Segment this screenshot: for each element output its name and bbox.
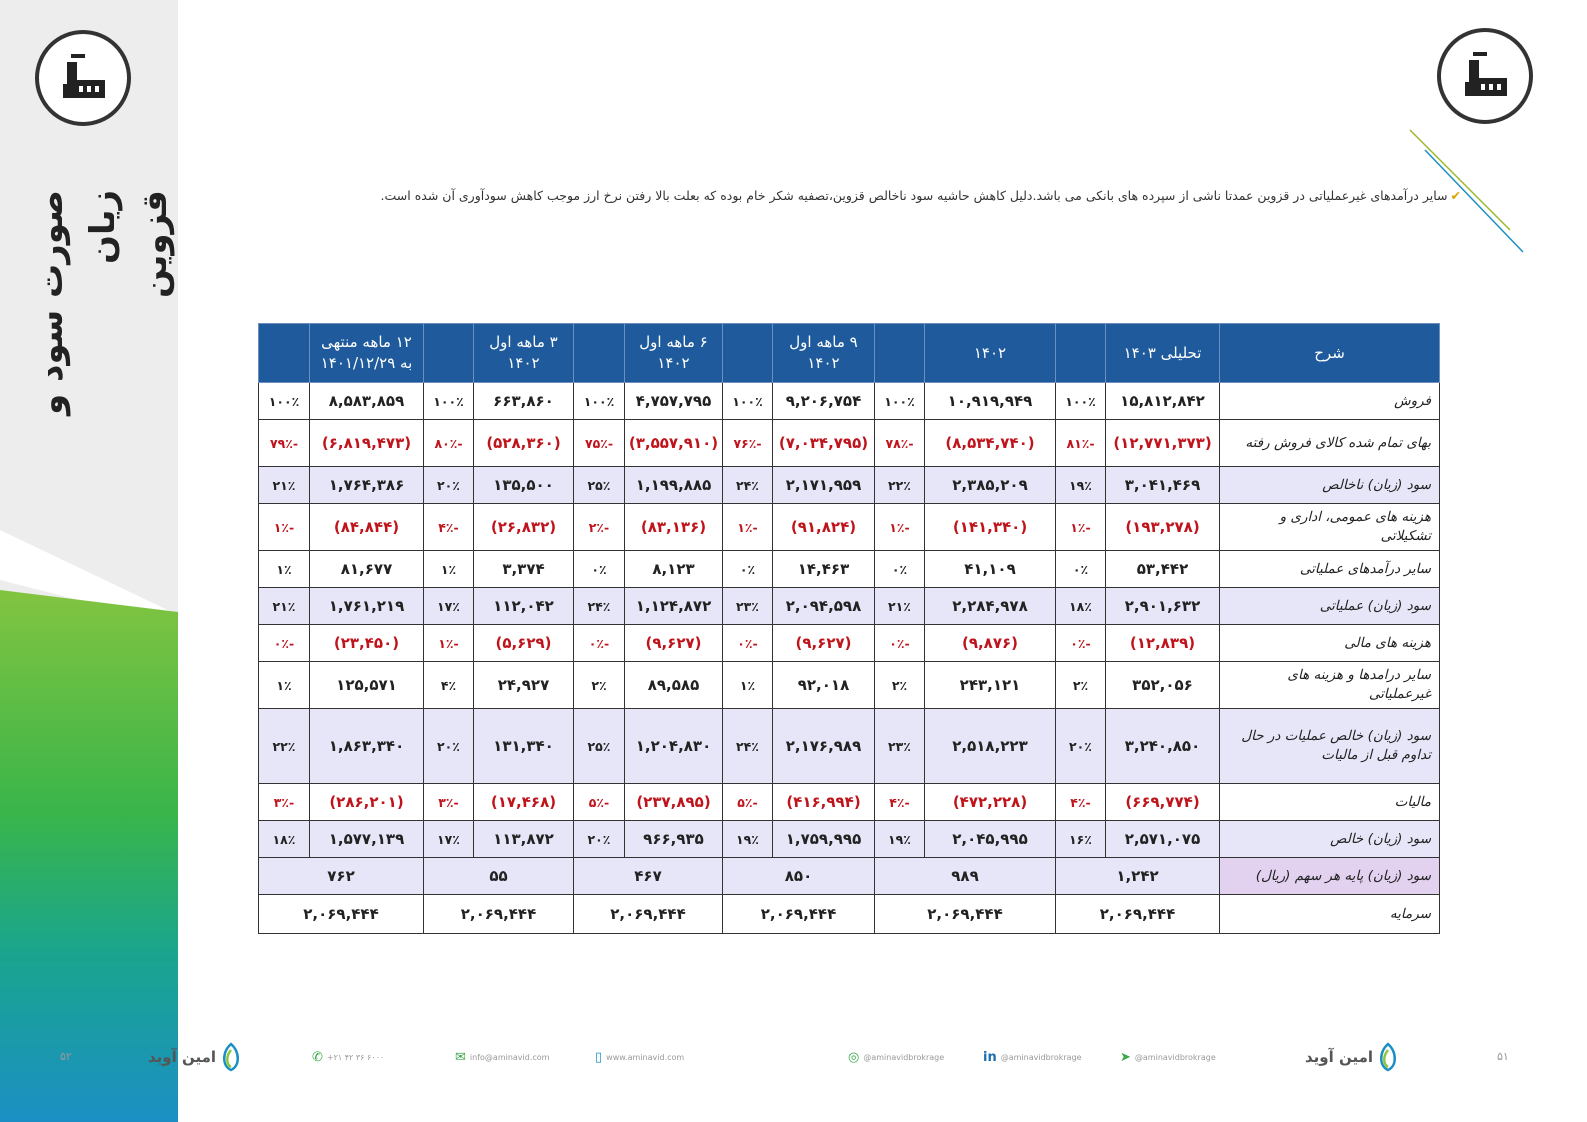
page-number-right: ۵۱ bbox=[1497, 1050, 1509, 1063]
table-row bbox=[259, 784, 1440, 821]
value-cell: (۵۲۸,۳۶۰) bbox=[474, 420, 574, 467]
table-row bbox=[259, 420, 1440, 467]
factory-logo-left bbox=[35, 30, 131, 126]
value-cell: (۴۱۶,۹۹۴) bbox=[773, 784, 875, 821]
value-cell: ۳,۲۴۰,۸۵۰ bbox=[1106, 709, 1220, 784]
brand-name: امین آوید bbox=[148, 1048, 217, 1066]
percent-cell: ۲٪ bbox=[1056, 662, 1106, 709]
value-cell: ۲,۰۹۴,۵۹۸ bbox=[773, 588, 875, 625]
percent-cell: ۱۰۰٪ bbox=[424, 383, 474, 420]
telegram-icon: ➤ bbox=[1120, 1050, 1131, 1065]
value-cell: ۲,۹۰۱,۶۳۲ bbox=[1106, 588, 1220, 625]
web-text: www.aminavid.com bbox=[606, 1053, 685, 1062]
instagram-icon: ◎ bbox=[848, 1050, 860, 1065]
percent-cell: -۴٪ bbox=[424, 504, 474, 551]
percent-cell: ۱٪ bbox=[259, 551, 310, 588]
percent-cell: -۰٪ bbox=[574, 625, 625, 662]
table-row bbox=[259, 625, 1440, 662]
value-cell: (۷,۰۳۴,۷۹۵) bbox=[773, 420, 875, 467]
footer-linkedin[interactable] bbox=[983, 1050, 1082, 1065]
value-cell: ۱,۸۶۳,۳۴۰ bbox=[310, 709, 424, 784]
table-row bbox=[259, 662, 1440, 709]
value-cell: ۴۱,۱۰۹ bbox=[925, 551, 1056, 588]
footer-phone[interactable] bbox=[312, 1050, 384, 1065]
value-cell: ۶۶۳,۸۶۰ bbox=[474, 383, 574, 420]
row-label: مالیات bbox=[1220, 784, 1440, 821]
mouse-icon: ▯ bbox=[595, 1050, 603, 1065]
percent-cell: -۴٪ bbox=[875, 784, 925, 821]
percent-cell: ۲٪ bbox=[574, 662, 625, 709]
value-cell: ۱۱۲,۰۴۲ bbox=[474, 588, 574, 625]
value-cell: ۱۴,۴۶۳ bbox=[773, 551, 875, 588]
percent-cell: ۱۷٪ bbox=[424, 821, 474, 858]
percent-cell: ۱۷٪ bbox=[424, 588, 474, 625]
brand-icon bbox=[220, 1042, 242, 1072]
percent-cell: ۱۰۰٪ bbox=[723, 383, 773, 420]
value-cell: ۲,۰۴۵,۹۹۵ bbox=[925, 821, 1056, 858]
eps-value-cell: ۱,۲۴۲ bbox=[1056, 858, 1220, 895]
value-cell: ۲,۵۷۱,۰۷۵ bbox=[1106, 821, 1220, 858]
value-cell: ۱,۷۶۱,۲۱۹ bbox=[310, 588, 424, 625]
percent-cell: ۲۴٪ bbox=[723, 467, 773, 504]
value-cell: ۴,۷۵۷,۷۹۵ bbox=[625, 383, 723, 420]
percent-cell: ۱۹٪ bbox=[723, 821, 773, 858]
eps-value-cell: ۵۵ bbox=[424, 858, 574, 895]
value-cell: ۱۱۳,۸۷۲ bbox=[474, 821, 574, 858]
instagram-text: @aminavidbrokrage bbox=[863, 1053, 945, 1062]
value-cell: ۹۶۶,۹۳۵ bbox=[625, 821, 723, 858]
note-text: سایر درآمدهای غیرعملیاتی در قزوین عمدتا ناشی از سپرده های بانکی می باشد.دلیل کاهش حاشیه سود ناخالص قزوین،تصفیه شکر خام بوده که بعلت بالا رفتن نرخ ارز موجب کاهش سودآوری آن شده است. bbox=[380, 188, 1448, 203]
header-col: ۹ ماهه اول ۱۴۰۲ bbox=[773, 324, 875, 383]
percent-cell: ۱۶٪ bbox=[1056, 821, 1106, 858]
percent-cell: ۱۹٪ bbox=[1056, 467, 1106, 504]
percent-cell: ۲۰٪ bbox=[424, 467, 474, 504]
footer-email[interactable] bbox=[455, 1050, 549, 1065]
value-cell: ۸,۱۲۳ bbox=[625, 551, 723, 588]
percent-cell: ۱۹٪ bbox=[875, 821, 925, 858]
value-cell: ۹,۲۰۶,۷۵۴ bbox=[773, 383, 875, 420]
eps-value-cell: ۸۵۰ bbox=[723, 858, 875, 895]
percent-cell: ۰٪ bbox=[723, 551, 773, 588]
factory-logo-right bbox=[1437, 28, 1533, 124]
capital-value-cell: ۲,۰۶۹,۴۴۴ bbox=[424, 895, 574, 934]
percent-cell: -۰٪ bbox=[1056, 625, 1106, 662]
telegram-text: @aminavidbrokrage bbox=[1134, 1053, 1216, 1062]
percent-cell: ۲۴٪ bbox=[574, 588, 625, 625]
percent-cell: -۸۰٪ bbox=[424, 420, 474, 467]
percent-cell: ۲۲٪ bbox=[875, 467, 925, 504]
capital-value-cell: ۲,۰۶۹,۴۴۴ bbox=[574, 895, 723, 934]
percent-cell: ۱۸٪ bbox=[1056, 588, 1106, 625]
percent-cell: ۲۴٪ bbox=[723, 709, 773, 784]
phone-text: +۲۱ ۴۲ ۳۶ ۶۰۰۰ bbox=[326, 1053, 385, 1062]
percent-cell: ۲۰٪ bbox=[424, 709, 474, 784]
percent-cell: -۳٪ bbox=[424, 784, 474, 821]
phone-icon: ✆ bbox=[312, 1050, 323, 1065]
value-cell: (۲۳,۴۵۰) bbox=[310, 625, 424, 662]
percent-cell: ۲۱٪ bbox=[259, 588, 310, 625]
value-cell: (۶,۸۱۹,۴۷۳) bbox=[310, 420, 424, 467]
value-cell: (۱۷,۴۶۸) bbox=[474, 784, 574, 821]
email-text: info@aminavid.com bbox=[469, 1053, 550, 1062]
footer-telegram[interactable] bbox=[1120, 1050, 1216, 1065]
row-label: سود (زیان) خالص bbox=[1220, 821, 1440, 858]
value-cell: (۹,۸۷۶) bbox=[925, 625, 1056, 662]
value-cell: (۲۳۷,۸۹۵) bbox=[625, 784, 723, 821]
value-cell: (۹,۶۲۷) bbox=[773, 625, 875, 662]
header-description: شرح bbox=[1220, 324, 1440, 383]
value-cell: ۲۴,۹۲۷ bbox=[474, 662, 574, 709]
factory-icon bbox=[53, 48, 113, 108]
percent-cell: ۱٪ bbox=[259, 662, 310, 709]
value-cell: ۲,۳۸۵,۲۰۹ bbox=[925, 467, 1056, 504]
percent-cell: ۰٪ bbox=[875, 551, 925, 588]
percent-cell: ۱۰۰٪ bbox=[259, 383, 310, 420]
brand-logo-right bbox=[1305, 1042, 1399, 1072]
value-cell: ۱۰,۹۱۹,۹۴۹ bbox=[925, 383, 1056, 420]
value-cell: (۸,۵۳۴,۷۴۰) bbox=[925, 420, 1056, 467]
percent-cell: ۲۵٪ bbox=[574, 467, 625, 504]
value-cell: ۱۳۱,۳۴۰ bbox=[474, 709, 574, 784]
percent-cell: ۱٪ bbox=[424, 551, 474, 588]
footer-instagram[interactable] bbox=[848, 1050, 944, 1065]
percent-cell: ۲۳٪ bbox=[875, 709, 925, 784]
side-title-line2: قزوین bbox=[135, 190, 175, 298]
percent-cell: ۲۱٪ bbox=[259, 467, 310, 504]
table-row bbox=[259, 821, 1440, 858]
value-cell: ۳۵۲,۰۵۶ bbox=[1106, 662, 1220, 709]
percent-cell: -۸۱٪ bbox=[1056, 420, 1106, 467]
table-header-row bbox=[259, 324, 1440, 383]
value-cell: (۱۴۱,۳۴۰) bbox=[925, 504, 1056, 551]
value-cell: (۸۳,۱۳۶) bbox=[625, 504, 723, 551]
value-cell: ۱,۷۵۹,۹۹۵ bbox=[773, 821, 875, 858]
brand-icon bbox=[1377, 1042, 1399, 1072]
row-label: سایر درآمدهای عملیاتی bbox=[1220, 551, 1440, 588]
value-cell: ۲,۲۸۴,۹۷۸ bbox=[925, 588, 1056, 625]
row-label: سایر درامدها و هزینه های غیرعملیاتی bbox=[1220, 662, 1440, 709]
row-label: بهای تمام شده کالای فروش رفته bbox=[1220, 420, 1440, 467]
header-col: ۱۴۰۲ bbox=[925, 324, 1056, 383]
row-label: سرمایه bbox=[1220, 895, 1440, 934]
percent-cell: -۴٪ bbox=[1056, 784, 1106, 821]
brand-name: امین آوید bbox=[1305, 1048, 1374, 1066]
value-cell: ۱,۱۹۹,۸۸۵ bbox=[625, 467, 723, 504]
percent-cell: ۱۸٪ bbox=[259, 821, 310, 858]
table-row bbox=[259, 709, 1440, 784]
row-label: سود (زیان) ناخالص bbox=[1220, 467, 1440, 504]
percent-cell: ۲۰٪ bbox=[574, 821, 625, 858]
row-label: هزینه های عمومی، اداری و تشکیلاتی bbox=[1220, 504, 1440, 551]
left-side-panel bbox=[0, 0, 178, 1122]
header-col: ۱۲ ماهه منتهی به ۱۴۰۱/۱۲/۲۹ bbox=[310, 324, 424, 383]
percent-cell: ۴٪ bbox=[424, 662, 474, 709]
value-cell: ۵۳,۴۴۲ bbox=[1106, 551, 1220, 588]
analysis-note bbox=[236, 188, 1461, 203]
value-cell: ۱,۲۰۴,۸۳۰ bbox=[625, 709, 723, 784]
footer-web[interactable] bbox=[595, 1050, 684, 1065]
value-cell: ۸,۵۸۳,۸۵۹ bbox=[310, 383, 424, 420]
header-col: ۶ ماهه اول ۱۴۰۲ bbox=[625, 324, 723, 383]
value-cell: ۲,۱۷۶,۹۸۹ bbox=[773, 709, 875, 784]
capital-row bbox=[259, 895, 1440, 934]
eps-value-cell: ۹۸۹ bbox=[875, 858, 1056, 895]
value-cell: ۳,۳۷۴ bbox=[474, 551, 574, 588]
percent-cell: -۷۸٪ bbox=[875, 420, 925, 467]
percent-cell: ۱۰۰٪ bbox=[875, 383, 925, 420]
value-cell: ۸۱,۶۷۷ bbox=[310, 551, 424, 588]
linkedin-text: @aminavidbrokrage bbox=[1000, 1053, 1082, 1062]
value-cell: (۴۷۲,۲۲۸) bbox=[925, 784, 1056, 821]
table-row bbox=[259, 504, 1440, 551]
percent-cell: -۱٪ bbox=[723, 504, 773, 551]
capital-value-cell: ۲,۰۶۹,۴۴۴ bbox=[259, 895, 424, 934]
brand-logo-left bbox=[148, 1042, 242, 1072]
percent-cell: ۲٪ bbox=[875, 662, 925, 709]
percent-cell: -۵٪ bbox=[574, 784, 625, 821]
percent-cell: ۱۰۰٪ bbox=[1056, 383, 1106, 420]
row-label: سود (زیان) پایه هر سهم (ریال) bbox=[1220, 858, 1440, 895]
value-cell: ۲۴۳,۱۲۱ bbox=[925, 662, 1056, 709]
value-cell: ۱۳۵,۵۰۰ bbox=[474, 467, 574, 504]
value-cell: (۱۹۳,۲۷۸) bbox=[1106, 504, 1220, 551]
percent-cell: -۱٪ bbox=[424, 625, 474, 662]
value-cell: ۱,۵۷۷,۱۳۹ bbox=[310, 821, 424, 858]
value-cell: ۹۲,۰۱۸ bbox=[773, 662, 875, 709]
row-label: فروش bbox=[1220, 383, 1440, 420]
email-icon: ✉ bbox=[455, 1050, 466, 1065]
value-cell: (۸۴,۸۴۴) bbox=[310, 504, 424, 551]
percent-cell: -۷۵٪ bbox=[574, 420, 625, 467]
capital-value-cell: ۲,۰۶۹,۴۴۴ bbox=[875, 895, 1056, 934]
side-title-line1: صورت سود و زیان bbox=[31, 190, 123, 415]
eps-value-cell: ۴۶۷ bbox=[574, 858, 723, 895]
table-row bbox=[259, 551, 1440, 588]
percent-cell: ۰٪ bbox=[1056, 551, 1106, 588]
page-number-left: ۵۲ bbox=[60, 1050, 72, 1063]
value-cell: (۱۲,۸۳۹) bbox=[1106, 625, 1220, 662]
panel-gradient bbox=[0, 560, 178, 1122]
percent-cell: ۲۵٪ bbox=[574, 709, 625, 784]
row-label: سود (زیان) خالص عملیات در حال تداوم قبل از مالیات bbox=[1220, 709, 1440, 784]
percent-cell: -۰٪ bbox=[723, 625, 773, 662]
eps-row bbox=[259, 858, 1440, 895]
value-cell: (۲۶,۸۳۲) bbox=[474, 504, 574, 551]
capital-value-cell: ۲,۰۶۹,۴۴۴ bbox=[723, 895, 875, 934]
percent-cell: -۰٪ bbox=[259, 625, 310, 662]
factory-icon bbox=[1455, 46, 1515, 106]
value-cell: (۹,۶۲۷) bbox=[625, 625, 723, 662]
percent-cell: ۲۰٪ bbox=[1056, 709, 1106, 784]
side-title bbox=[25, 190, 175, 490]
value-cell: (۱۲,۷۷۱,۳۷۳) bbox=[1106, 420, 1220, 467]
percent-cell: -۱٪ bbox=[1056, 504, 1106, 551]
income-statement-table bbox=[258, 323, 1440, 934]
value-cell: ۱۲۵,۵۷۱ bbox=[310, 662, 424, 709]
table-row bbox=[259, 588, 1440, 625]
value-cell: (۶۶۹,۷۷۴) bbox=[1106, 784, 1220, 821]
table-row bbox=[259, 383, 1440, 420]
value-cell: (۹۱,۸۲۴) bbox=[773, 504, 875, 551]
value-cell: (۲۸۶,۲۰۱) bbox=[310, 784, 424, 821]
table-row bbox=[259, 467, 1440, 504]
value-cell: ۱,۱۲۴,۸۷۲ bbox=[625, 588, 723, 625]
linkedin-icon: in bbox=[983, 1050, 997, 1065]
percent-cell: -۷۶٪ bbox=[723, 420, 773, 467]
percent-cell: -۵٪ bbox=[723, 784, 773, 821]
percent-cell: -۷۹٪ bbox=[259, 420, 310, 467]
percent-cell: -۱٪ bbox=[259, 504, 310, 551]
header-col: تحلیلی ۱۴۰۳ bbox=[1106, 324, 1220, 383]
value-cell: ۸۹,۵۸۵ bbox=[625, 662, 723, 709]
percent-cell: ۰٪ bbox=[574, 551, 625, 588]
percent-cell: -۲٪ bbox=[574, 504, 625, 551]
value-cell: ۱,۷۶۴,۳۸۶ bbox=[310, 467, 424, 504]
row-label: سود (زیان) عملیاتی bbox=[1220, 588, 1440, 625]
percent-cell: ۲۳٪ bbox=[723, 588, 773, 625]
percent-cell: -۰٪ bbox=[875, 625, 925, 662]
percent-cell: ۲۱٪ bbox=[875, 588, 925, 625]
row-label: هزینه های مالی bbox=[1220, 625, 1440, 662]
capital-value-cell: ۲,۰۶۹,۴۴۴ bbox=[1056, 895, 1220, 934]
percent-cell: -۳٪ bbox=[259, 784, 310, 821]
percent-cell: ۱۰۰٪ bbox=[574, 383, 625, 420]
header-col: ۳ ماهه اول ۱۴۰۲ bbox=[474, 324, 574, 383]
value-cell: (۳,۵۵۷,۹۱۰) bbox=[625, 420, 723, 467]
eps-value-cell: ۷۶۲ bbox=[259, 858, 424, 895]
percent-cell: ۲۲٪ bbox=[259, 709, 310, 784]
value-cell: ۲,۱۷۱,۹۵۹ bbox=[773, 467, 875, 504]
percent-cell: -۱٪ bbox=[875, 504, 925, 551]
percent-cell: ۱٪ bbox=[723, 662, 773, 709]
value-cell: ۱۵,۸۱۲,۸۴۲ bbox=[1106, 383, 1220, 420]
value-cell: (۵,۶۲۹) bbox=[474, 625, 574, 662]
value-cell: ۲,۵۱۸,۲۲۳ bbox=[925, 709, 1056, 784]
check-icon: ✔ bbox=[1450, 188, 1461, 203]
value-cell: ۳,۰۴۱,۴۶۹ bbox=[1106, 467, 1220, 504]
